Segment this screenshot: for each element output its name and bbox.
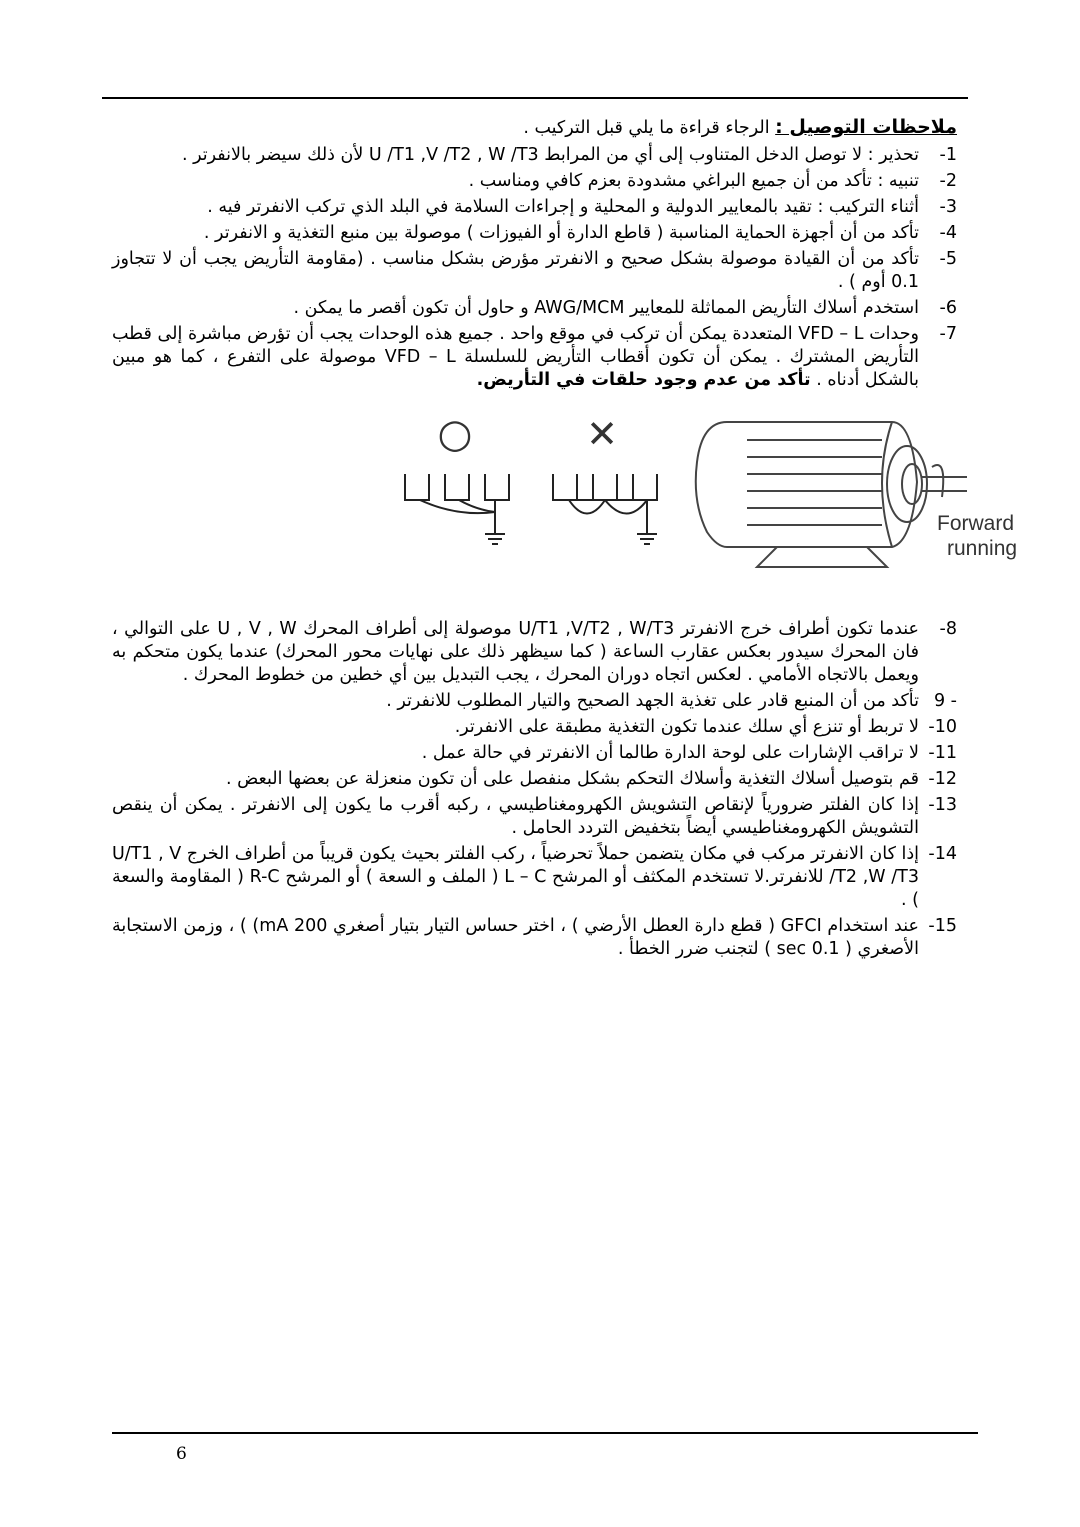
item-text: استخدم أسلاك التأريض المماثلة للمعايير AWG/MCM و حاول أن تكون أقصر ما يمكن . [293,298,919,318]
list-item [112,323,957,392]
heading-intro: الرجاء قراءة ما يلي قبل التركيب . [523,118,770,138]
item-number: -5 [939,249,957,269]
list-item [112,742,957,765]
list-item [112,618,957,687]
item-text: وحدات VFD – L المتعددة يمكن أن تركب في موقع واحد . جميع هذه الوحدات يجب أن تؤرض مباشرة إلى قطب التأريض المشترك . يمكن أن تكون أقطاب التأريض للسلسلة VFD – L موصولة على التفرع ، كما هو مبين بالشكل أدناه . [112,324,920,390]
item-number: -6 [939,298,957,318]
header-rule [102,97,968,99]
item-number: -2 [939,171,957,191]
page-content [112,116,1018,964]
page-number: 6 [176,1444,187,1464]
item-number: -3 [939,197,957,217]
item-text: لا تراقب الإشارات على لوحة الدارة طالما أن الانفرتر في حالة عمل . [421,743,919,763]
list-item [112,248,957,294]
list-item [112,690,957,713]
heading-line [112,116,957,140]
correct-symbol-icon: ○ [437,411,473,457]
grounding-diagram [307,402,1018,602]
item-number: -12 [928,769,957,789]
motor-icon [696,422,967,567]
item-number: -15 [928,916,957,936]
grounding-note: تأكد من عدم وجود حلقات في التأريض. [476,370,811,390]
item-number: -8 [939,619,957,639]
wrong-symbol-icon: ✕ [586,412,618,456]
item-text: تحذير : لا توصل الدخل المتناوب إلى أي من المرابط U /T1 ,V /T2 , W /T3 لأن ذلك سيضر بالانفرتر . [181,145,919,165]
item-text: تنبيه : تأكد من أن جميع البراغي مشدودة بعزم كافي ومناسب . [468,171,919,191]
item-number: -4 [939,223,957,243]
list-item [112,170,957,193]
footer-rule [112,1432,978,1434]
item-text: إذا كان الانفرتر مركب في مكان يتضمن حملاً تحرضياً ، ركب الفلتر بحيث يكون قريباً من أطراف الخرج U/T1 , V /T2 ,W /T3 للانفرتر.لا تستخدم المكثف أو المرشح L – C ( الملف و السعة ) أو المرشح R-C ( المقاومة والسعة ) . [112,844,919,910]
list-item [112,716,957,739]
list-item [112,768,957,791]
item-number: -7 [939,324,957,344]
item-text: لا تربط أو تنزع أي سلك عندما تكون التغذية مطبقة على الانفرتر. [454,717,919,737]
item-text-wrapper [112,323,919,392]
item-number: -13 [928,795,957,815]
item-text: قم بتوصيل أسلاك التغذية وأسلاك التحكم بشكل منفصل على أن تكون منعزلة عن بعضها البعض . [225,769,919,789]
item-text: تأكد من أن المنبع قادر على تغذية الجهد الصحيح والتيار المطلوب للانفرتر . [386,691,919,711]
item-text: تأكد من أن القيادة موصولة بشكل صحيح و الانفرتر مؤرض بشكل مناسب . (مقاومة التأريض يجب أن لا تتجاوز 0.1 أوم ) . [112,249,919,292]
correct-grounding-drawing [405,474,509,544]
item-text: تأكد من أن أجهزة الحماية المناسبة ( قاطع الدارة أو الفيوزات ) موصولة بين منبع التغذية و الانفرتر . [203,223,919,243]
item-number: -1 [939,145,957,165]
list-item [112,843,957,912]
motor-caption-line2: running [947,537,1018,560]
item-number: -10 [928,717,957,737]
motor-caption-line1: Forward [937,512,1015,535]
item-text: عند استخدام GFCI ( قطع دارة العطل الأرضي ) ، اختر حساس التيار بتيار أصغري 200 mA) ) ، وزمن الاستجابة الأصغري ( 0.1 sec ) لتجنب ضرر الخطأ . [112,916,919,959]
list-item [112,222,957,245]
list-item [112,297,957,320]
wrong-grounding-drawing [553,474,657,544]
item-text: عندما تكون أطراف خرج الانفرتر U/T1 ,V/T2 , W/T3 موصولة إلى أطراف المحرك U , V , W على التوالي ، فان المحرك سيدور بعكس عقارب الساعة ( كما سيظهر ذلك على نهايات محور المحرك) عندما يكون متحكم به ويعمل بالاتجاه الأمامي . لعكس اتجاه دوران المحرك ، يجب التبديل بين أي خطين من خطوط المحرك . [112,619,919,685]
list-item [112,196,957,219]
item-number: -11 [928,743,957,763]
list-item [112,915,957,961]
list-item [112,144,957,167]
item-text: أثناء التركيب : تقيد بالمعايير الدولية و المحلية و إجراءات السلامة في البلد الذي تركب الانفرتر فيه . [207,197,919,217]
list-item [112,794,957,840]
item-number: 9 - [933,691,957,711]
item-text: إذا كان الفلتر ضرورياً لإنقاص التشويش الكهرومغناطيسي ، ركبه أقرب ما يكون إلى الانفرتر . يمكن أن ينقص التشويش الكهرومغناطيسي أيضاً بتخفيض التردد الحامل . [112,795,919,838]
section-heading: ملاحظات التوصيل : [775,116,957,138]
item-number: -14 [928,844,957,864]
grounding-figure [307,402,1018,602]
